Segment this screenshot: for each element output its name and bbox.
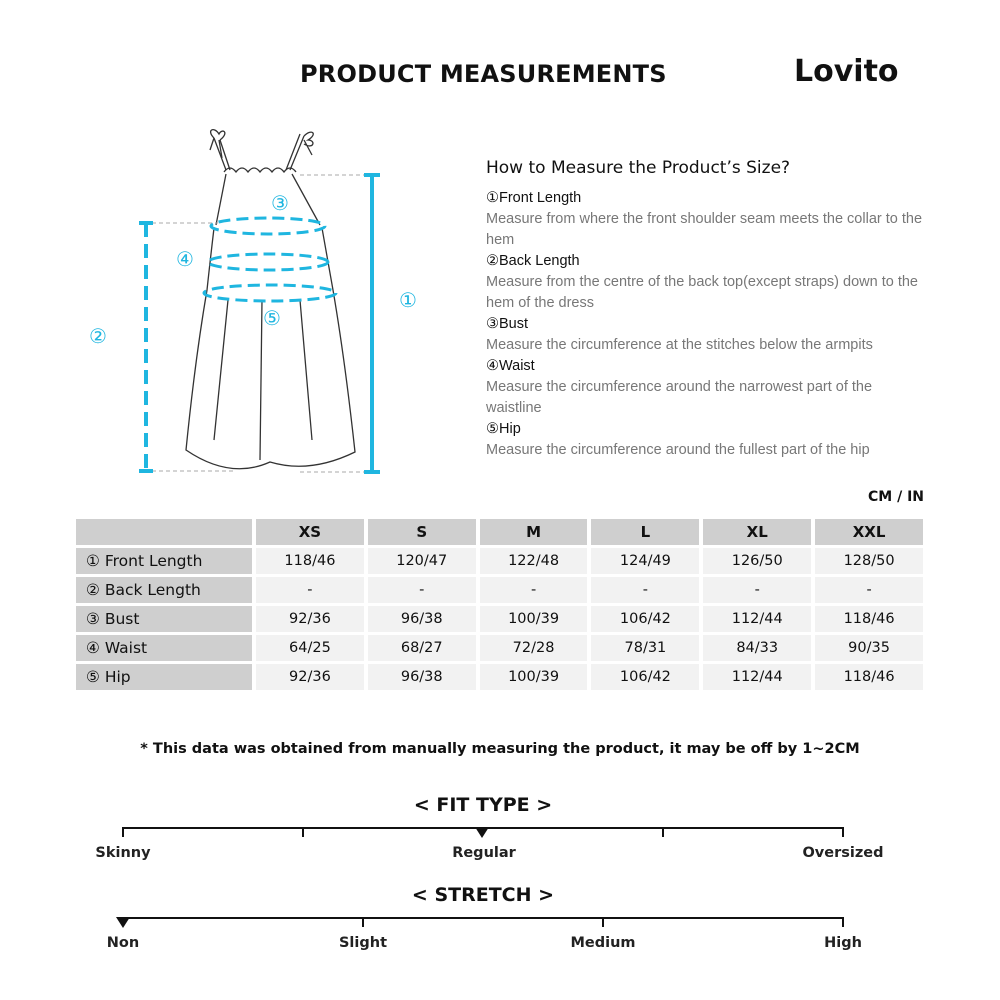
fit-type-label-oversized: Oversized xyxy=(802,845,884,861)
fit-type-selected-marker xyxy=(475,827,489,838)
size-header: XL xyxy=(703,519,811,545)
table-row xyxy=(76,577,923,603)
measure-name: ⑤Hip xyxy=(486,421,521,437)
table-cell: 64/25 xyxy=(256,635,364,661)
size-header: L xyxy=(591,519,699,545)
table-cell: - xyxy=(256,577,364,603)
table-cell: 118/46 xyxy=(815,606,923,632)
measure-desc: Measure from the centre of the back top(except straps) down to the hem of the dress xyxy=(486,274,918,311)
table-cell: 78/31 xyxy=(591,635,699,661)
table-row xyxy=(76,635,923,661)
unit-label: CM / IN xyxy=(868,489,924,505)
measure-desc: Measure the circumference at the stitches below the armpits xyxy=(486,337,873,353)
table-cell: 118/46 xyxy=(256,548,364,574)
stretch-title: < STRETCH > xyxy=(411,884,555,906)
table-cell: 126/50 xyxy=(703,548,811,574)
measurement-note: * This data was obtained from manually measuring the product, it may be off by 1~2CM xyxy=(140,741,860,757)
table-cell: 90/35 xyxy=(815,635,923,661)
table-corner-cell xyxy=(76,519,252,545)
bust-marker: ③ xyxy=(271,191,289,215)
table-header-row xyxy=(76,519,923,545)
dress-measurement-diagram xyxy=(80,120,440,490)
how-to-measure-heading: How to Measure the Product’s Size? xyxy=(486,158,791,178)
table-cell: - xyxy=(703,577,811,603)
measure-item-hip xyxy=(486,419,926,461)
hip-marker: ⑤ xyxy=(263,306,281,330)
table-row xyxy=(76,548,923,574)
stretch-tick xyxy=(602,917,604,927)
fit-type-tick xyxy=(842,827,844,837)
fit-type-title: < FIT TYPE > xyxy=(413,794,553,816)
brand-logo: Lovito xyxy=(794,54,899,89)
table-cell: 118/46 xyxy=(815,664,923,690)
table-cell: 112/44 xyxy=(703,606,811,632)
table-cell: 106/42 xyxy=(591,606,699,632)
table-cell: - xyxy=(480,577,588,603)
stretch-label-non: Non xyxy=(106,935,140,951)
table-row xyxy=(76,606,923,632)
table-cell: 92/36 xyxy=(256,606,364,632)
dress-outline xyxy=(186,130,355,469)
table-cell: 84/33 xyxy=(703,635,811,661)
fit-type-label-skinny: Skinny xyxy=(95,845,151,861)
table-cell: 72/28 xyxy=(480,635,588,661)
table-cell: - xyxy=(815,577,923,603)
measure-item-front-length xyxy=(486,188,926,251)
row-label: ⑤ Hip xyxy=(76,664,252,690)
measure-desc: Measure the circumference around the narrowest part of the waistline xyxy=(486,379,873,416)
table-cell: - xyxy=(591,577,699,603)
stretch-scale-line xyxy=(123,917,843,919)
measure-desc: Measure from where the front shoulder seam meets the collar to the hem xyxy=(486,211,923,248)
size-chart-table xyxy=(72,516,927,693)
hip-measure-line xyxy=(204,285,336,301)
fit-type-tick xyxy=(302,827,304,837)
row-label: ④ Waist xyxy=(76,635,252,661)
measure-item-back-length xyxy=(486,251,926,314)
fit-type-label-regular: Regular xyxy=(452,845,516,861)
stretch-label-medium: Medium xyxy=(570,935,636,951)
size-header: XXL xyxy=(815,519,923,545)
how-to-measure-section xyxy=(486,158,926,461)
table-cell: 96/38 xyxy=(368,606,476,632)
size-header: S xyxy=(368,519,476,545)
fit-type-tick xyxy=(122,827,124,837)
table-cell: 100/39 xyxy=(480,606,588,632)
table-cell: 122/48 xyxy=(480,548,588,574)
page-title: PRODUCT MEASUREMENTS xyxy=(300,60,667,88)
table-cell: 106/42 xyxy=(591,664,699,690)
stretch-selected-marker xyxy=(116,917,130,928)
waist-measure-line xyxy=(208,254,328,270)
bust-measure-line xyxy=(211,218,325,234)
size-header: M xyxy=(480,519,588,545)
stretch-tick xyxy=(362,917,364,927)
table-cell: 68/27 xyxy=(368,635,476,661)
fit-type-tick xyxy=(662,827,664,837)
measure-name: ①Front Length xyxy=(486,190,582,206)
stretch-label-high: High xyxy=(824,935,862,951)
table-cell: 92/36 xyxy=(256,664,364,690)
table-row xyxy=(76,664,923,690)
front-length-marker: ① xyxy=(399,288,417,312)
back-length-marker: ② xyxy=(89,324,107,348)
row-label: ① Front Length xyxy=(76,548,252,574)
measure-name: ②Back Length xyxy=(486,253,580,269)
size-header: XS xyxy=(256,519,364,545)
table-cell: 96/38 xyxy=(368,664,476,690)
table-cell: 124/49 xyxy=(591,548,699,574)
stretch-label-slight: Slight xyxy=(338,935,388,951)
table-cell: - xyxy=(368,577,476,603)
table-cell: 100/39 xyxy=(480,664,588,690)
stretch-tick xyxy=(842,917,844,927)
measure-name: ③Bust xyxy=(486,316,529,332)
measure-item-waist xyxy=(486,356,926,419)
measure-desc: Measure the circumference around the fullest part of the hip xyxy=(486,442,870,458)
table-cell: 128/50 xyxy=(815,548,923,574)
table-cell: 112/44 xyxy=(703,664,811,690)
row-label: ② Back Length xyxy=(76,577,252,603)
measure-name: ④Waist xyxy=(486,358,535,374)
table-cell: 120/47 xyxy=(368,548,476,574)
measure-item-bust xyxy=(486,314,926,356)
row-label: ③ Bust xyxy=(76,606,252,632)
waist-marker: ④ xyxy=(176,247,194,271)
